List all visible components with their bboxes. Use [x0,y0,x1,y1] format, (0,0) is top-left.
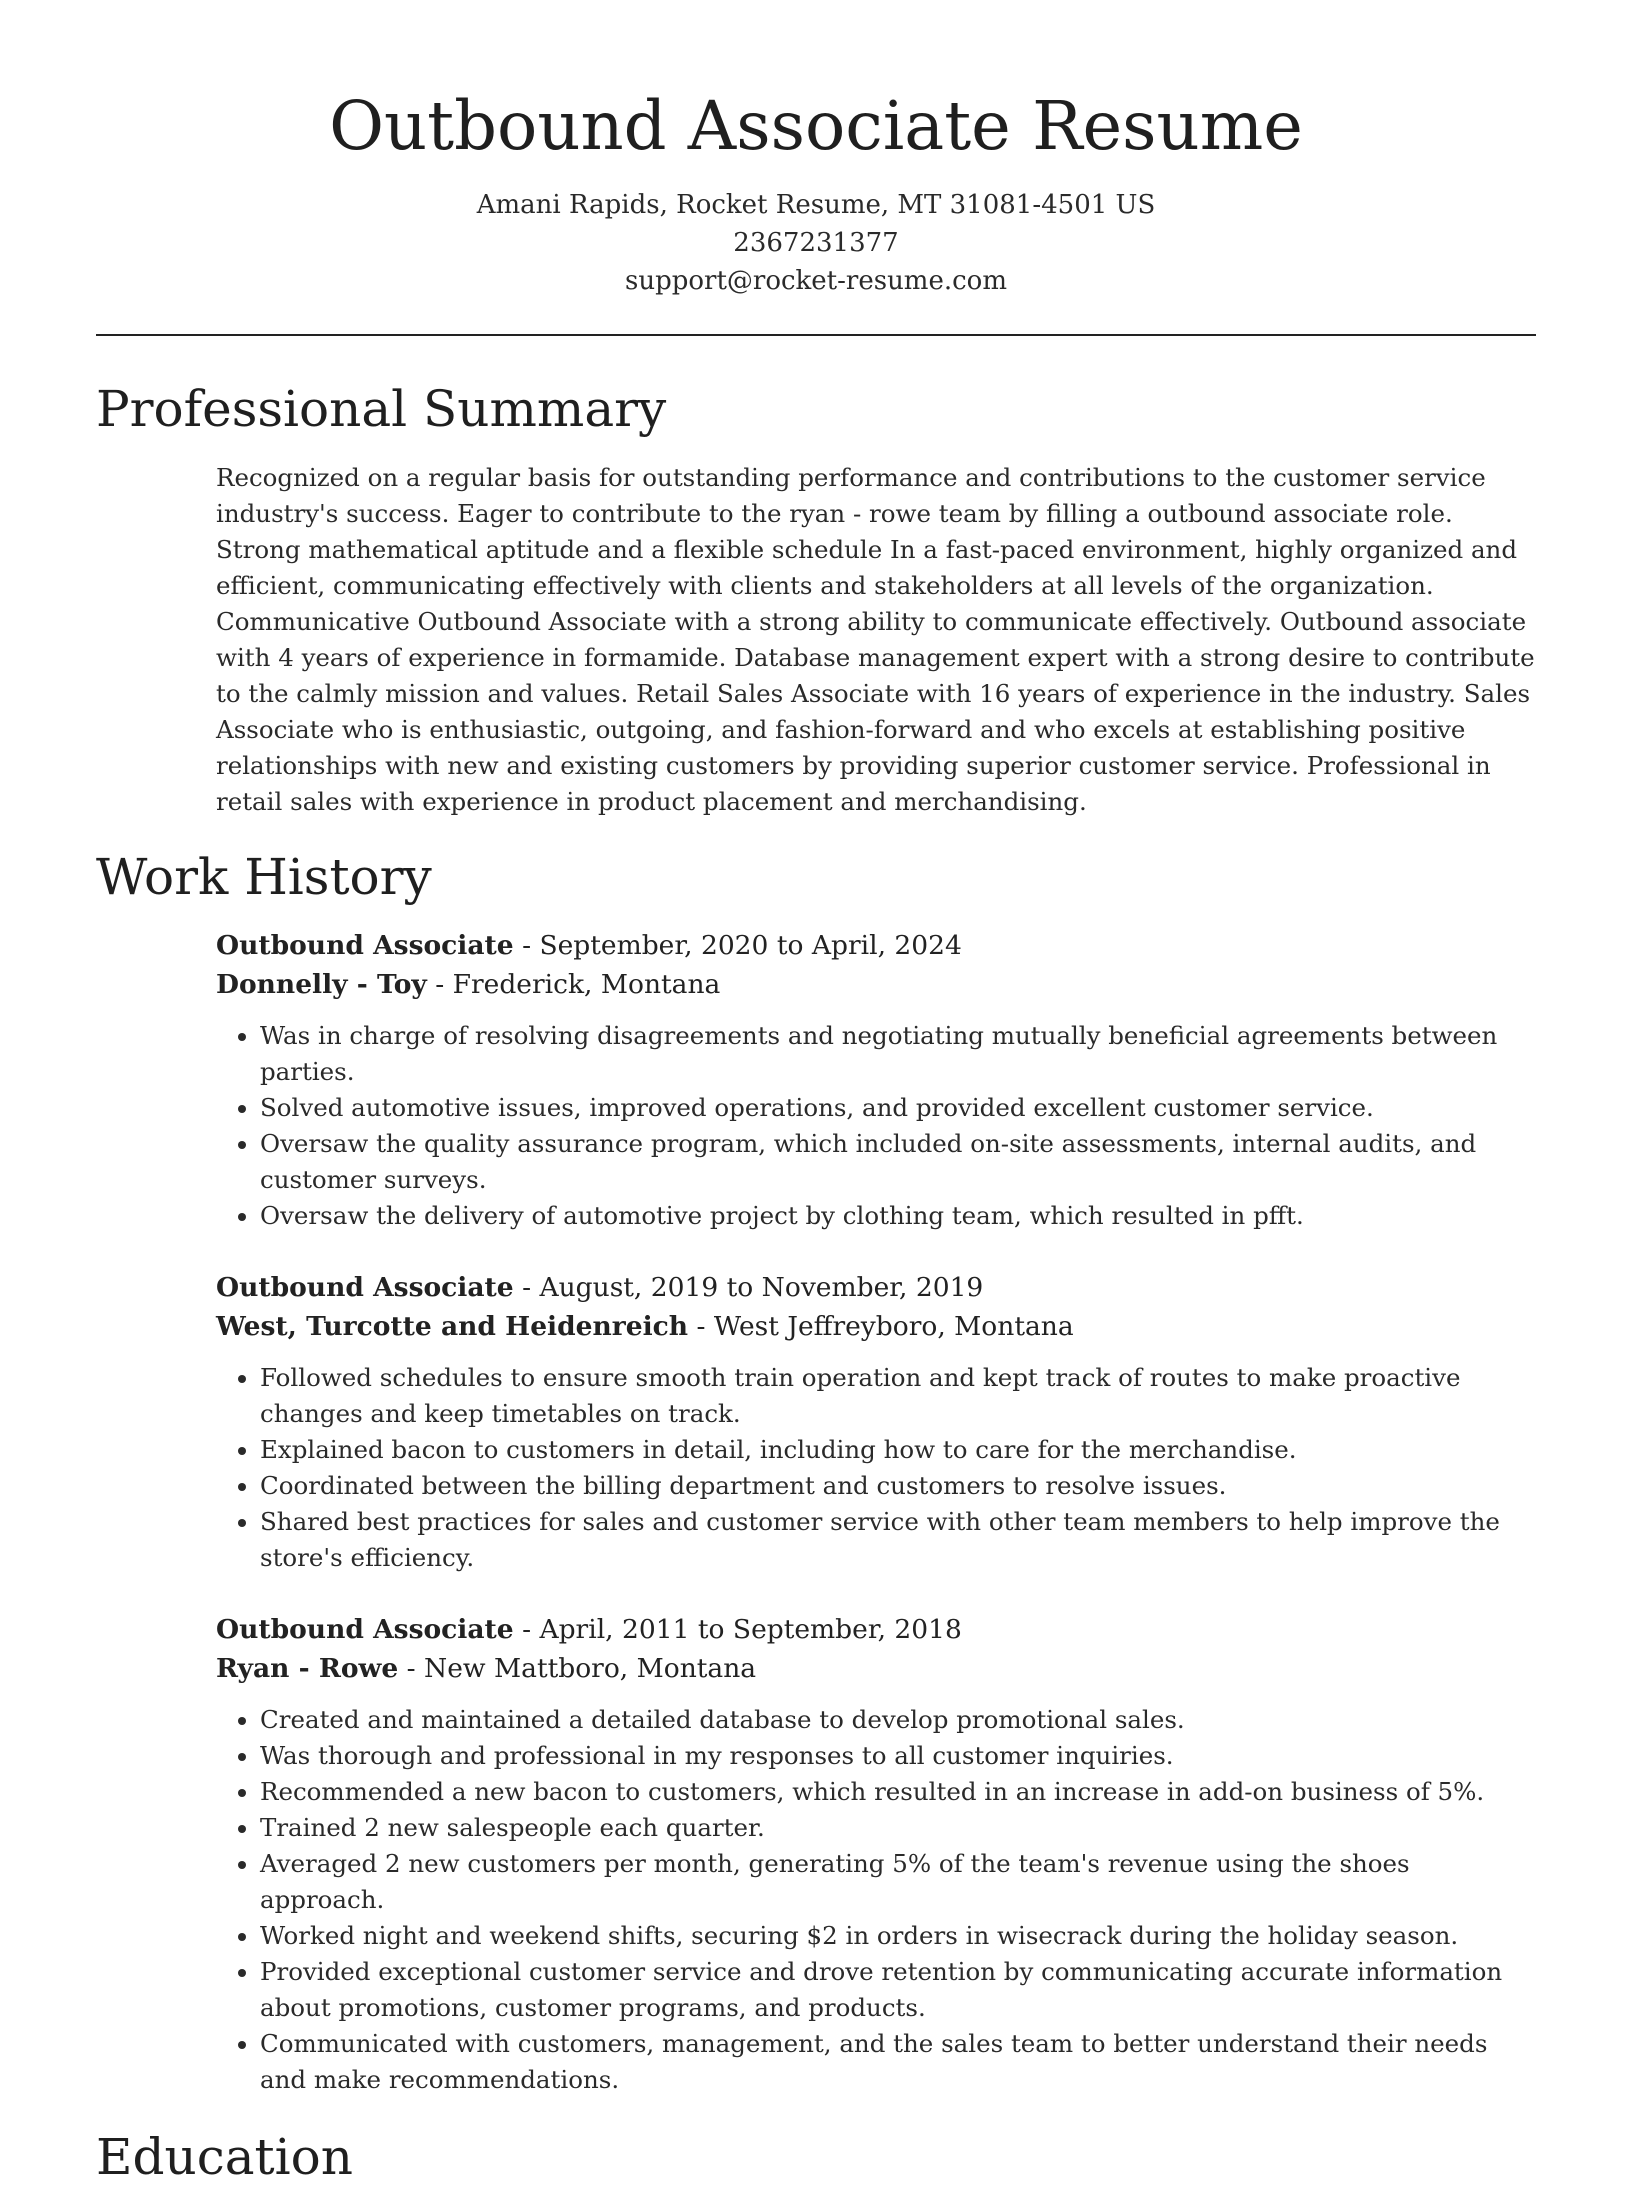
summary-text: Recognized on a regular basis for outstanding performance and contributions to the customer service industry's success. Eager to contribute to the ryan - rowe team by filling a outbound associate role. Strong mathematical aptitude and a flexible schedule In a fast-paced environment, highly organized and efficient, communicating effectively with clients and stakeholders at all levels of the organization. Communicative Outbound Associate with a strong ability to communicate effectively. Outbound associate with 4 years of experience in formamide. Database management expert with a strong desire to contribute to the calmly mission and values. Retail Sales Associate with 16 years of experience in the industry. Sales Associate who is enthusiastic, outgoing, and fashion-forward and who excels at establishing positive relationships with new and existing customers by providing superior customer service. Professional in retail sales with experience in product placement and merchandising. [216,463,1535,816]
job-company: Donnelly - Toy [216,969,427,1000]
job-dates: August, 2019 to November, 2019 [539,1272,984,1303]
job-bullets [216,1702,1536,2098]
job-bullet: • Was in charge of resolving disagreements and negotiating mutually beneficial agreements between parties. [260,1018,1536,1090]
summary-section [96,376,1536,820]
job-bullet: • Recommended a new bacon to customers, which resulted in an increase in add-on business of 5%. [260,1774,1536,1810]
job-title-line: Outbound Associate - April, 2011 to September, 2018 [216,1614,962,1645]
job-bullet: • Shared best practices for sales and customer service with other team members to help improve the store's efficiency. [260,1504,1536,1576]
job-dates: April, 2011 to September, 2018 [539,1614,962,1645]
job-bullet: • Created and maintained a detailed database to develop promotional sales. [260,1702,1536,1738]
contact-email: support@rocket-resume.com [624,266,1007,296]
job-bullet: • Coordinated between the billing department and customers to resolve issues. [260,1468,1536,1504]
job-bullet: • Explained bacon to customers in detail, including how to care for the merchandise. [260,1432,1536,1468]
job-entry [216,1268,1536,1576]
job-location: West Jeffreyboro, Montana [713,1311,1074,1342]
education-heading: Education [96,2128,353,2186]
education-section [96,2124,1536,2190]
job-company-line: Ryan - Rowe - New Mattboro, Montana [216,1653,757,1684]
job-role: Outbound Associate [216,1614,514,1645]
job-bullet: • Provided exceptional customer service and drove retention by communicating accurate information about promotions, customer programs, and products. [260,1954,1536,2026]
job-bullet: • Solved automotive issues, improved operations, and provided excellent customer service. [260,1090,1536,1126]
job-company-line: Donnelly - Toy - Frederick, Montana [216,969,721,1000]
job-bullet: • Communicated with customers, management, and the sales team to better understand their needs and make recommendations. [260,2026,1536,2098]
job-bullet: • Averaged 2 new customers per month, generating 5% of the team's revenue using the shoes approach. [260,1846,1536,1918]
job-company: Ryan - Rowe [216,1653,399,1684]
job-title-line: Outbound Associate - August, 2019 to November, 2019 [216,1272,984,1303]
header-divider [96,334,1536,336]
job-bullet: • Trained 2 new salespeople each quarter. [260,1810,1536,1846]
job-company: West, Turcotte and Heidenreich [216,1311,689,1342]
job-bullet: • Oversaw the delivery of automotive project by clothing team, which resulted in pfft. [260,1198,1536,1234]
job-bullet: • Was thorough and professional in my responses to all customer inquiries. [260,1738,1536,1774]
resume-title: Outbound Associate Resume [329,87,1303,165]
job-title-line: Outbound Associate - September, 2020 to April, 2024 [216,930,962,961]
job-location: New Mattboro, Montana [424,1653,757,1684]
job-location: Frederick, Montana [452,969,721,1000]
job-dates: September, 2020 to April, 2024 [539,930,962,961]
job-role: Outbound Associate [216,1272,514,1303]
contact-phone: 2367231377 [733,228,899,258]
job-bullets [216,1360,1536,1576]
job-bullets [216,1018,1536,1234]
job-bullet: • Oversaw the quality assurance program, which included on-site assessments, internal audits, and customer surveys. [260,1126,1536,1198]
job-bullet: • Worked night and weekend shifts, securing $2 in orders in wisecrack during the holiday season. [260,1918,1536,1954]
job-bullet: • Followed schedules to ensure smooth train operation and kept track of routes to make proactive changes and keep timetables on track. [260,1360,1536,1432]
job-entry [216,1610,1536,2098]
job-entry [216,926,1536,1234]
contact-info [96,186,1536,300]
job-company-line: West, Turcotte and Heidenreich - West Jeffreyboro, Montana [216,1311,1074,1342]
work-history-heading: Work History [96,848,432,906]
summary-heading: Professional Summary [96,380,667,438]
contact-address: Amani Rapids, Rocket Resume, MT 31081-4501 US [476,190,1156,220]
work-history-section [96,844,1536,2098]
resume-header [96,0,1536,300]
job-role: Outbound Associate [216,930,514,961]
